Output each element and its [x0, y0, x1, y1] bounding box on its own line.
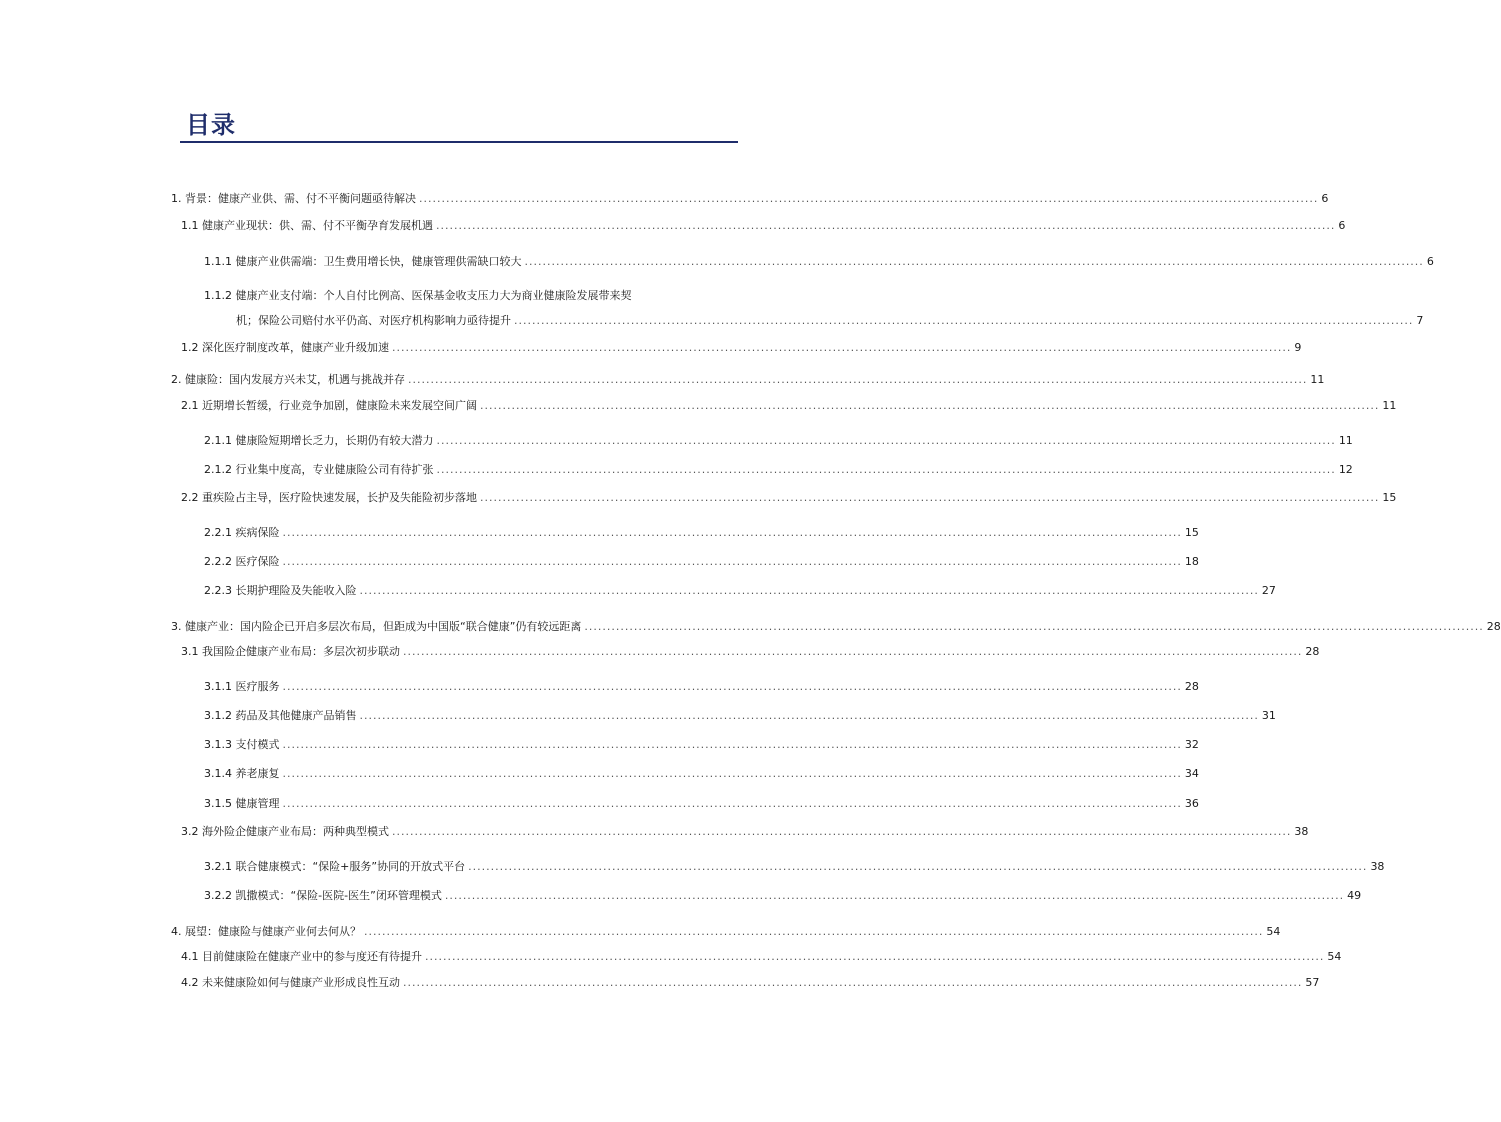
- toc-entry-page: 38: [1294, 825, 1309, 838]
- toc-entry-2[interactable]: [171, 372, 1325, 388]
- toc-entry-3-2-2[interactable]: [204, 888, 1362, 904]
- toc-entry-page: 12: [1338, 463, 1353, 476]
- toc-entry-page: 11: [1310, 373, 1325, 386]
- dot-leader: ........................................................................................................................................................................................................: [514, 314, 1414, 327]
- toc-entry-page: 38: [1370, 860, 1385, 873]
- dot-leader: ........................................................................................................................................................................................................: [468, 860, 1368, 873]
- toc-entry-label: 2.1 近期增长暂缓，行业竞争加剧，健康险未来发展空间广阔: [181, 399, 477, 412]
- toc-entry-label: 2.1.2 行业集中度高，专业健康险公司有待扩张: [204, 463, 434, 476]
- dot-leader: ........................................................................................................................................................................................................: [282, 680, 1182, 693]
- toc-entry-page: 15: [1382, 491, 1397, 504]
- toc-entry-2-2[interactable]: [181, 490, 1397, 506]
- toc-entry-label: 3.2 海外险企健康产业布局：两种典型模式: [181, 825, 389, 838]
- toc-entry-page: 28: [1184, 680, 1199, 693]
- toc-entry-label: 2. 健康险：国内发展方兴未艾，机遇与挑战并存: [171, 373, 405, 386]
- toc-entry-1-1[interactable]: [181, 218, 1346, 234]
- dot-leader: ........................................................................................................................................................................................................: [282, 555, 1182, 568]
- toc-entry-2-1-1[interactable]: [204, 433, 1353, 449]
- toc-entry-1[interactable]: [171, 191, 1329, 207]
- dot-leader: ........................................................................................................................................................................................................: [524, 255, 1424, 268]
- toc-entry-2-2-3[interactable]: [204, 583, 1276, 599]
- toc-entry-label: 1.1 健康产业现状：供、需、付不平衡孕育发展机遇: [181, 219, 433, 232]
- dot-leader: ........................................................................................................................................................................................................: [403, 976, 1303, 989]
- toc-entry-label: 2.2.1 疾病保险: [204, 526, 280, 539]
- toc-entry-3-1-3[interactable]: [204, 737, 1199, 753]
- dot-leader: ........................................................................................................................................................................................................: [436, 219, 1336, 232]
- dot-leader: ........................................................................................................................................................................................................: [436, 434, 1336, 447]
- toc-entry-label: 3.1.1 医疗服务: [204, 680, 280, 693]
- toc-entry-page: 6: [1338, 219, 1346, 232]
- toc-entry-label: 2.2.3 长期护理险及失能收入险: [204, 584, 357, 597]
- toc-entry-4-1[interactable]: [181, 949, 1342, 965]
- toc-entry-2-1[interactable]: [181, 398, 1397, 414]
- toc-entry-3-2-1[interactable]: [204, 859, 1385, 875]
- toc-entry-3-1-1[interactable]: [204, 679, 1199, 695]
- dot-leader: ........................................................................................................................................................................................................: [444, 889, 1345, 902]
- dot-leader: ........................................................................................................................................................................................................: [425, 950, 1325, 963]
- toc-entry-3-1-5[interactable]: [204, 796, 1199, 812]
- toc-entry-label: 3.1 我国险企健康产业布局：多层次初步联动: [181, 645, 400, 658]
- toc-entry-page: 34: [1184, 767, 1199, 780]
- dot-leader: ........................................................................................................................................................................................................: [480, 399, 1380, 412]
- toc-entry-3-1-4[interactable]: [204, 766, 1199, 782]
- toc-entry-page: 7: [1416, 314, 1424, 327]
- toc-entry-page: 57: [1305, 976, 1320, 989]
- toc-entry-label: 1. 背景：健康产业供、需、付不平衡问题亟待解决: [171, 192, 416, 205]
- toc-entry-label: 3.1.5 健康管理: [204, 797, 280, 810]
- toc-entry-label: 4. 展望：健康险与健康产业何去何从？: [171, 925, 361, 938]
- toc-entry-3[interactable]: [171, 619, 1501, 635]
- dot-leader: ........................................................................................................................................................................................................: [282, 767, 1182, 780]
- toc-entry-label: 2.2.2 医疗保险: [204, 555, 280, 568]
- toc-entry-page: 49: [1347, 889, 1362, 902]
- toc-entry-page: 28: [1486, 620, 1501, 633]
- toc-entry-page: 6: [1321, 192, 1329, 205]
- dot-leader: ........................................................................................................................................................................................................: [392, 341, 1292, 354]
- toc-entry-page: 18: [1184, 555, 1199, 568]
- dot-leader: ........................................................................................................................................................................................................: [408, 373, 1308, 386]
- dot-leader: ........................................................................................................................................................................................................: [282, 797, 1182, 810]
- toc-entry-3-1-2[interactable]: [204, 708, 1276, 724]
- toc-entry-page: 9: [1294, 341, 1302, 354]
- toc-entry-page: 36: [1184, 797, 1199, 810]
- dot-leader: ........................................................................................................................................................................................................: [480, 491, 1380, 504]
- toc-entry-page: 32: [1184, 738, 1199, 751]
- toc-entry-2-2-2[interactable]: [204, 554, 1199, 570]
- toc-entry-1-1-2[interactable]: [204, 289, 1424, 329]
- dot-leader: ........................................................................................................................................................................................................: [436, 463, 1336, 476]
- toc-entry-page: 15: [1184, 526, 1199, 539]
- toc-entry-label: 3.2.2 凯撒模式：“保险-医院-医生”闭环管理模式: [204, 889, 442, 902]
- page-title: 目录: [186, 111, 236, 139]
- toc-entry-label: 2.2 重疾险占主导，医疗险快速发展，长护及失能险初步落地: [181, 491, 477, 504]
- dot-leader: ........................................................................................................................................................................................................: [584, 620, 1484, 633]
- toc-entry-page: 6: [1426, 255, 1434, 268]
- toc-entry-label-continuation: 机；保险公司赔付水平仍高、对医疗机构影响力亟待提升: [236, 314, 511, 327]
- toc-entry-label: 1.1.1 健康产业供需端：卫生费用增长快，健康管理供需缺口较大: [204, 255, 522, 268]
- toc-entry-label: 3. 健康产业：国内险企已开启多层次布局，但距成为中国版“联合健康”仍有较远距离: [171, 620, 582, 633]
- toc-entry-label: 3.2.1 联合健康模式：“保险+服务”协同的开放式平台: [204, 860, 466, 873]
- dot-leader: ........................................................................................................................................................................................................: [403, 645, 1303, 658]
- toc-entry-label: 4.1 目前健康险在健康产业中的参与度还有待提升: [181, 950, 422, 963]
- toc-entry-label: 3.1.2 药品及其他健康产品销售: [204, 709, 357, 722]
- toc-entry-label: 3.1.4 养老康复: [204, 767, 280, 780]
- toc-entry-label: 1.1.2 健康产业支付端：个人自付比例高、医保基金收支压力大为商业健康险发展带来契: [204, 289, 632, 302]
- toc-entry-page: 27: [1261, 584, 1276, 597]
- dot-leader: ........................................................................................................................................................................................................: [364, 925, 1264, 938]
- toc-entry-4[interactable]: [171, 924, 1281, 940]
- dot-leader: ........................................................................................................................................................................................................: [282, 526, 1182, 539]
- toc-entry-page: 28: [1305, 645, 1320, 658]
- dot-leader: ........................................................................................................................................................................................................: [359, 584, 1259, 597]
- toc-entry-2-2-1[interactable]: [204, 525, 1199, 541]
- toc-entry-page: 11: [1382, 399, 1397, 412]
- toc-entry-page: 54: [1266, 925, 1281, 938]
- toc-entry-label: 4.2 未来健康险如何与健康产业形成良性互动: [181, 976, 400, 989]
- toc-entry-page: 54: [1327, 950, 1342, 963]
- toc-entry-2-1-2[interactable]: [204, 462, 1353, 478]
- toc-entry-label: 1.2 深化医疗制度改革，健康产业升级加速: [181, 341, 389, 354]
- toc-entry-1-2[interactable]: [181, 340, 1302, 356]
- toc-entry-4-2[interactable]: [181, 975, 1320, 991]
- dot-leader: ........................................................................................................................................................................................................: [392, 825, 1292, 838]
- dot-leader: ........................................................................................................................................................................................................: [359, 709, 1259, 722]
- toc-entry-1-1-1[interactable]: [204, 254, 1434, 270]
- toc-entry-3-1[interactable]: [181, 644, 1320, 660]
- toc-entry-page: 31: [1261, 709, 1276, 722]
- dot-leader: ........................................................................................................................................................................................................: [282, 738, 1182, 751]
- toc-entry-3-2[interactable]: [181, 824, 1309, 840]
- toc-entry-page: 11: [1338, 434, 1353, 447]
- toc-entry-label: 3.1.3 支付模式: [204, 738, 280, 751]
- toc-entry-label: 2.1.1 健康险短期增长乏力，长期仍有较大潜力: [204, 434, 434, 447]
- dot-leader: ........................................................................................................................................................................................................: [419, 192, 1319, 205]
